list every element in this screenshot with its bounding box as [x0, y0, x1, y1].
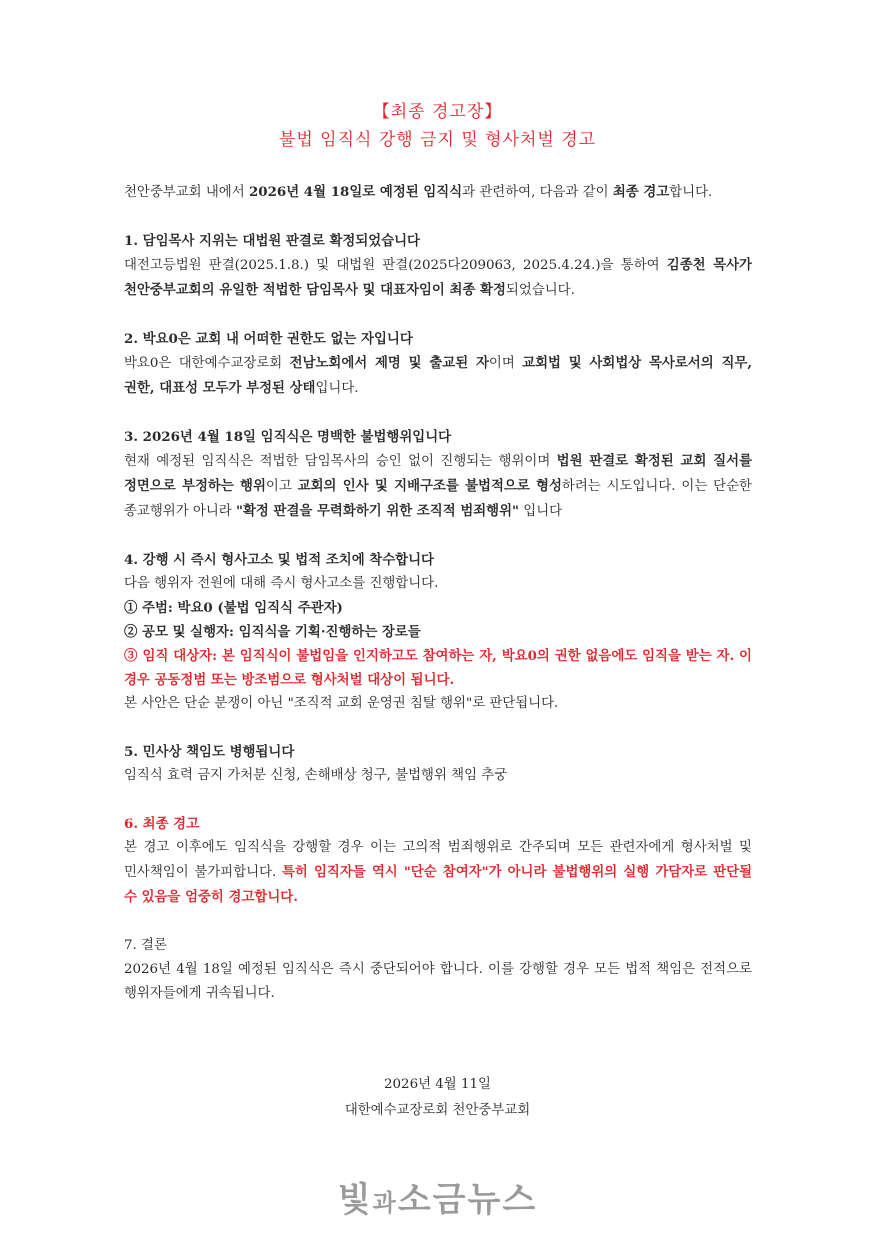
section-6-body — [124, 836, 752, 910]
intro-emphasis-date: 2026년 4월 18일로 예정된 임직식 — [248, 184, 463, 200]
section-3-heading: 3. 2026년 4월 18일 임직식은 명백한 불법행위입니다 — [124, 429, 452, 445]
section-3-text: 현재 예정된 임직식은 적법한 담임목사의 승인 없이 진행되는 행위이며 — [124, 454, 557, 469]
section-3-text: 이고 — [265, 479, 298, 494]
section-1-emphasis: 김종천 목사가 천안중부교회의 유일한 적법한 담임목사 및 대표자임이 최종 확정 — [124, 257, 752, 298]
section-4-item-3: ③ 임직 대상자: 본 임직식이 불법임을 인지하고도 참여하는 자, 박요0의 권한 없음에도 임직을 받는 자. 이 경우 공동정범 또는 방조범으로 형사처벌 대상이 됩니다. — [124, 648, 752, 688]
watermark-text: 소금뉴스 — [397, 1180, 538, 1220]
section-3-emphasis: 법원 판결로 확정된 교회 질서를 정면으로 부정하는 행위 — [124, 453, 753, 494]
section-6-heading: 6. 최종 경고 — [124, 816, 200, 832]
section-2-text: 박요0은 대한예수교장로회 — [124, 356, 290, 371]
section-2-emphasis: 교회법 및 사회법상 목사로서의 직무, 권한, 대표성 모두가 부정된 상태 — [124, 355, 752, 396]
section-1-text: 되었습니다. — [505, 283, 575, 298]
document-body — [124, 180, 752, 1006]
section-2-text: 이며 — [488, 356, 523, 371]
section-7-heading: 7. 결론 — [124, 938, 167, 953]
section-4-heading: 4. 강행 시 즉시 형사고소 및 법적 조치에 착수합니다 — [124, 552, 434, 568]
section-5-body: 임직식 효력 금지 가처분 신청, 손해배상 청구, 불법행위 책임 추궁 — [124, 768, 508, 783]
section-4-item-1: ① 주범: 박요0 (불법 임직식 주관자) — [124, 600, 343, 616]
footer-issuer: 대한예수교장로회 천안중부교회 — [344, 1103, 531, 1118]
watermark-text: 빛 — [337, 1180, 373, 1220]
intro-emphasis-warning: 최종 경고 — [612, 184, 670, 200]
intro-text: 합니다. — [669, 185, 713, 200]
document-title — [0, 98, 875, 154]
section-1-text: 대전고등법원 판결(2025.1.8.) 및 대법원 판결(2025다209063, 2025.4.24.)을 통하여 — [124, 258, 667, 273]
title-line-2: 불법 임직식 강행 금지 및 형사처벌 경고 — [278, 130, 597, 150]
section-4-item-2: ② 공모 및 실행자: 임직식을 기획·진행하는 장로들 — [124, 624, 421, 640]
section-2-heading: 2. 박요0은 교회 내 어떠한 권한도 없는 자입니다 — [124, 331, 413, 347]
section-4-intro: 다음 행위자 전원에 대해 즉시 형사고소를 진행합니다. — [124, 576, 439, 591]
intro-text: 과 관련하여, 다음과 같이 — [462, 185, 613, 200]
intro-paragraph — [124, 180, 752, 205]
section-1-heading: 1. 담임목사 지위는 대법원 판결로 확정되었습니다 — [124, 233, 420, 249]
section-3-emphasis: 교회의 인사 및 지배구조를 불법적으로 형성 — [297, 478, 562, 494]
section-3-text: 하려는 시도입니다. 이는 단순한 종교행위가 아니라 — [124, 479, 752, 519]
section-5-heading: 5. 민사상 책임도 병행됩니다 — [124, 744, 295, 760]
section-3-text: 입니다 — [519, 504, 563, 519]
section-6-text: 본 경고 이후에도 임직식을 강행할 경우 이는 고의적 범죄행위로 간주되며 모든 관련자에게 형사처벌 및 민사책임이 불가피합니다. — [124, 840, 752, 880]
section-2-text: 입니다. — [315, 381, 359, 396]
watermark-text-small: 과 — [372, 1189, 398, 1217]
section-2-body — [124, 351, 752, 401]
section-4-outro: 본 사안은 단순 분쟁이 아닌 "조직적 교회 운영권 침탈 행위"로 판단됩니다. — [124, 696, 559, 711]
document-footer — [0, 1072, 875, 1124]
section-7-body: 2026년 4월 18일 예정된 임직식은 즉시 중단되어야 합니다. 이를 강행할 경우 모든 법적 책임은 전적으로 행위자들에게 귀속됩니다. — [124, 962, 752, 1001]
section-6-warning-emphasis: 특히 임직자들 역시 "단순 참여자"가 아니라 불법행위의 실행 가담자로 판단될 수 있음을 엄중히 경고합니다. — [124, 864, 753, 905]
title-line-1: 【최종 경고장】 — [372, 102, 503, 122]
section-3-body — [124, 449, 752, 524]
section-3-quote: "확정 판결을 무력화하기 위한 조직적 범죄행위" — [236, 503, 520, 519]
intro-text: 천안중부교회 내에서 — [124, 185, 249, 200]
section-1-body — [124, 253, 752, 303]
footer-date: 2026년 4월 11일 — [384, 1077, 491, 1092]
section-2-emphasis: 전남노회에서 제명 및 출교된 자 — [289, 355, 489, 371]
news-watermark-logo — [0, 1172, 875, 1221]
